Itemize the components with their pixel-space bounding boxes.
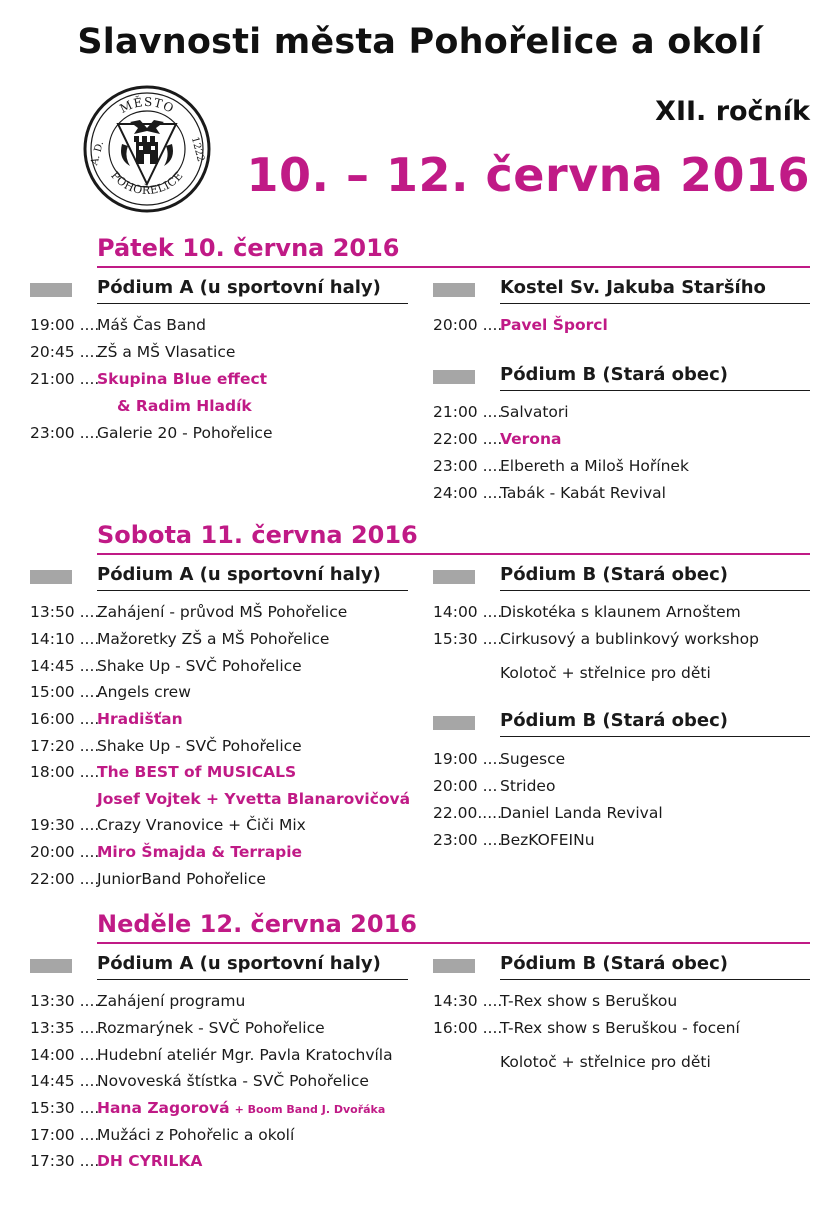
- program-entry: 19:00 ....Máš Čas Band: [30, 316, 206, 334]
- program-entry: 14:00 ....Hudební ateliér Mgr. Pavla Kratochvíla: [30, 1046, 393, 1064]
- stage-bar: [30, 570, 72, 584]
- program-entry-highlight: 16:00 ....Hradišťan: [30, 710, 183, 728]
- stage-rule: [97, 303, 408, 304]
- program-entry: 14:45 ....Shake Up - SVČ Pohořelice: [30, 657, 302, 675]
- program-entry: 19:00 ....Sugesce: [433, 750, 566, 768]
- program-entry: 21:00 ....Salvatori: [433, 403, 569, 421]
- day-divider: [97, 266, 810, 268]
- program-entry: 23:00 ....Elbereth a Miloš Hořínek: [433, 457, 689, 475]
- program-entry: 14:00 ....Diskotéka s klaunem Arnoštem: [433, 603, 741, 621]
- stage-rule: [97, 979, 408, 980]
- program-entry: 17:00 ....Mužáci z Pohořelic a okolí: [30, 1126, 295, 1144]
- program-entry: 13:30 ....Zahájení programu: [30, 992, 246, 1010]
- stage-name: Pódium B (Stará obec): [500, 710, 729, 731]
- stage-rule: [500, 303, 810, 304]
- stage-name: Kostel Sv. Jakuba Staršího: [500, 277, 766, 298]
- program-entry: 14:10 ....Mažoretky ZŠ a MŠ Pohořelice: [30, 630, 330, 648]
- stage-bar: [433, 959, 475, 973]
- stage-name: Pódium B (Stará obec): [500, 953, 729, 974]
- edition-label: XII. ročník: [655, 96, 810, 127]
- program-entry-highlight: 21:00 ....Skupina Blue effect: [30, 370, 268, 388]
- program-entry-highlight: 18:00 ....The BEST of MUSICALS: [30, 763, 297, 781]
- stage-bar: [433, 370, 475, 384]
- stage-rule: [500, 736, 810, 737]
- program-entry: 19:30 ....Crazy Vranovice + Čiči Mix: [30, 816, 306, 834]
- stage-name: Pódium A (u sportovní haly): [97, 564, 381, 585]
- program-note: Kolotoč + střelnice pro děti: [500, 664, 711, 682]
- program-entry: 13:35 ....Rozmarýnek - SVČ Pohořelice: [30, 1019, 325, 1037]
- program-entry: 13:50 ....Zahájení - průvod MŠ Pohořelice: [30, 603, 348, 621]
- program-entry: 22:00 ....JuniorBand Pohořelice: [30, 870, 266, 888]
- day-title-saturday: Sobota 11. června 2016: [97, 521, 418, 549]
- stage-rule: [500, 979, 810, 980]
- program-entry-highlight: 20:00 ....Miro Šmajda & Terrapie: [30, 843, 303, 861]
- stage-bar: [30, 283, 72, 297]
- day-title-sunday: Neděle 12. června 2016: [97, 910, 417, 938]
- seal-bottom-text: POHOŘELICE: [108, 169, 186, 198]
- seal-right-text: 1222: [188, 135, 207, 164]
- stage-bar: [433, 570, 475, 584]
- stage-bar: [30, 959, 72, 973]
- stage-rule: [500, 390, 810, 391]
- program-entry: 15:30 ....Cirkusový a bublinkový workshop: [433, 630, 759, 648]
- program-entry: 23:00 ....BezKOFEINu: [433, 831, 595, 849]
- program-entry: 23:00 ....Galerie 20 - Pohořelice: [30, 424, 273, 442]
- stage-name: Pódium B (Stará obec): [500, 364, 729, 385]
- program-entry: 14:45 ....Novoveská štístka - SVČ Pohořelice: [30, 1072, 369, 1090]
- program-entry: 17:20 ....Shake Up - SVČ Pohořelice: [30, 737, 302, 755]
- program-entry-highlight: 15:30 ....Hana Zagorová + Boom Band J. Dvořáka: [30, 1099, 386, 1117]
- stage-name: Pódium A (u sportovní haly): [97, 277, 381, 298]
- day-divider: [97, 942, 810, 944]
- program-entry-highlight: 17:30 ....DH CYRILKA: [30, 1152, 203, 1170]
- program-entry: 15:00 ....Angels crew: [30, 683, 191, 701]
- program-entry: 24:00 ....Tabák - Kabát Revival: [433, 484, 666, 502]
- program-entry-highlight: 22:00 ....Verona: [433, 430, 562, 448]
- program-entry: 16:00 ....T-Rex show s Beruškou - focení: [433, 1019, 740, 1037]
- city-seal-icon: [82, 84, 212, 214]
- program-entry: 22.00.....Daniel Landa Revival: [433, 804, 663, 822]
- stage-name: Pódium B (Stará obec): [500, 564, 729, 585]
- program-entry-highlight: Josef Vojtek + Yvetta Blanarovičová: [97, 790, 411, 808]
- program-entry: 20:45 ....ZŠ a MŠ Vlasatice: [30, 343, 236, 361]
- page-title: Slavnosti města Pohořelice a okolí: [77, 22, 763, 62]
- stage-bar: [433, 283, 475, 297]
- day-title-friday: Pátek 10. června 2016: [97, 234, 400, 262]
- program-entry: 20:00 ... Strideo: [433, 777, 556, 795]
- program-note: Kolotoč + střelnice pro děti: [500, 1053, 711, 1071]
- seal-top-text: MĚSTO: [117, 94, 177, 117]
- program-entry: 14:30 ....T-Rex show s Beruškou: [433, 992, 678, 1010]
- festival-dates: 10. – 12. června 2016: [246, 148, 810, 202]
- day-divider: [97, 553, 810, 555]
- program-entry-highlight: & Radim Hladík: [117, 397, 252, 415]
- stage-rule: [97, 590, 408, 591]
- stage-rule: [500, 590, 810, 591]
- stage-name: Pódium A (u sportovní haly): [97, 953, 381, 974]
- seal-left-text: A. D.: [89, 140, 107, 167]
- stage-bar: [433, 716, 475, 730]
- program-entry-highlight: 20:00 ....Pavel Šporcl: [433, 316, 608, 334]
- entry-extra: + Boom Band J. Dvořáka: [234, 1103, 386, 1116]
